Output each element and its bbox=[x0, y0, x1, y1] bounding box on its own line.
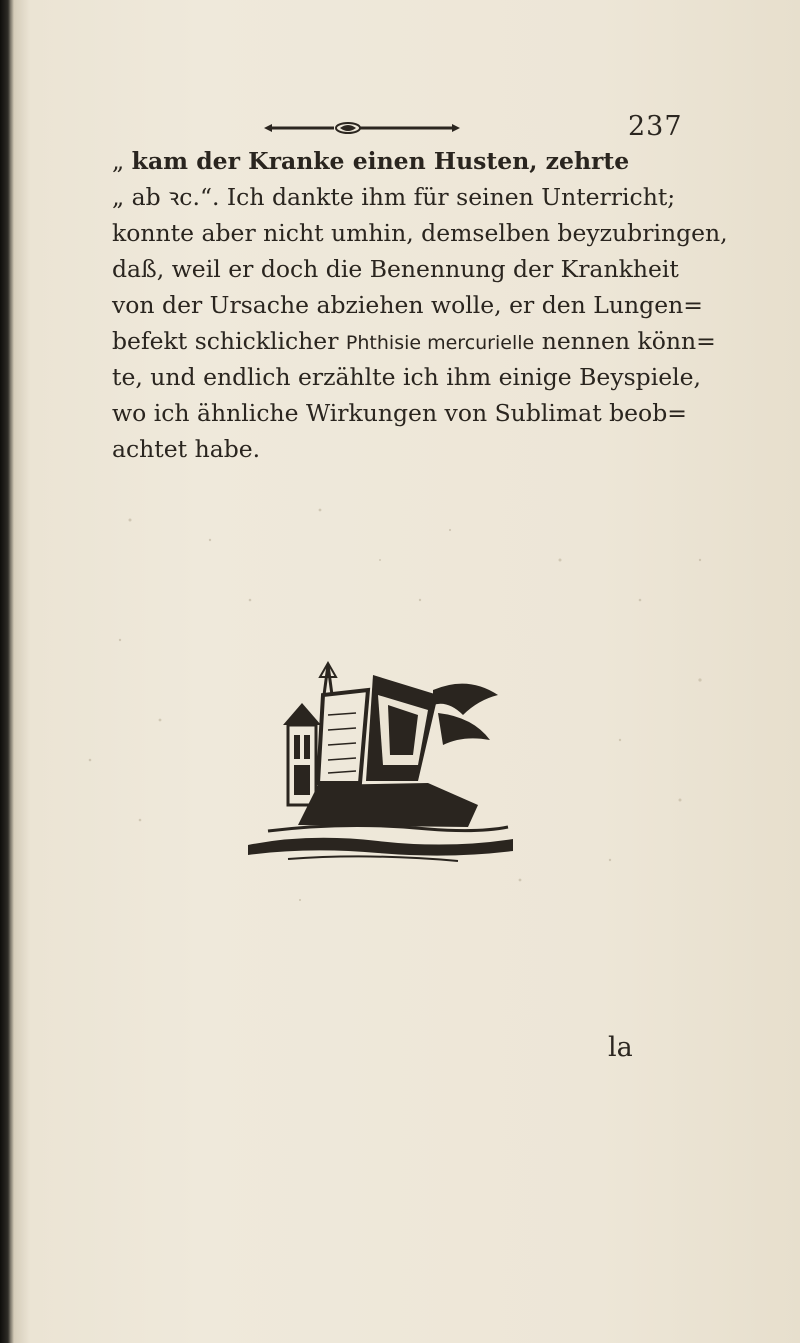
text-run: te, und endlich erzählte ich ihm einige Beyspiele, bbox=[112, 363, 702, 391]
text-line bbox=[112, 179, 742, 215]
ornament-rule-icon bbox=[262, 121, 462, 135]
latin-phrase: Phthisie mercurielle bbox=[345, 332, 535, 354]
text-line bbox=[112, 143, 742, 179]
text-line bbox=[112, 287, 742, 323]
body-paragraph bbox=[112, 143, 742, 467]
text-run: konnte aber nicht umhin, demselben beyzubringen, bbox=[112, 219, 728, 247]
text-run: „ ab ꝛc.“. Ich dankte ihm für seinen Unterricht; bbox=[112, 183, 676, 211]
text-run: achtet habe. bbox=[112, 435, 261, 463]
text-line bbox=[112, 395, 742, 431]
text-line bbox=[112, 251, 742, 287]
text-run: wo ich ähnliche Wirkungen von Sublimat beob= bbox=[112, 399, 687, 427]
text-line bbox=[112, 323, 742, 359]
catchword: la bbox=[608, 1032, 633, 1063]
text-line bbox=[112, 431, 742, 467]
text-run: von der Ursache abziehen wolle, er den Lungen= bbox=[112, 291, 703, 319]
page-number: 237 bbox=[628, 111, 683, 142]
ship-vignette-icon bbox=[228, 655, 518, 865]
text-run: kam der Kranke einen Husten, zehrte bbox=[131, 147, 630, 175]
text-line bbox=[112, 215, 742, 251]
text-run: „ bbox=[112, 147, 132, 175]
text-run: nennen könn= bbox=[534, 327, 716, 355]
text-run: befekt schicklicher bbox=[112, 327, 346, 355]
text-run: daß, weil er doch die Benennung der Krankheit bbox=[112, 255, 679, 283]
text-line bbox=[112, 359, 742, 395]
binding-shadow bbox=[0, 0, 14, 1343]
